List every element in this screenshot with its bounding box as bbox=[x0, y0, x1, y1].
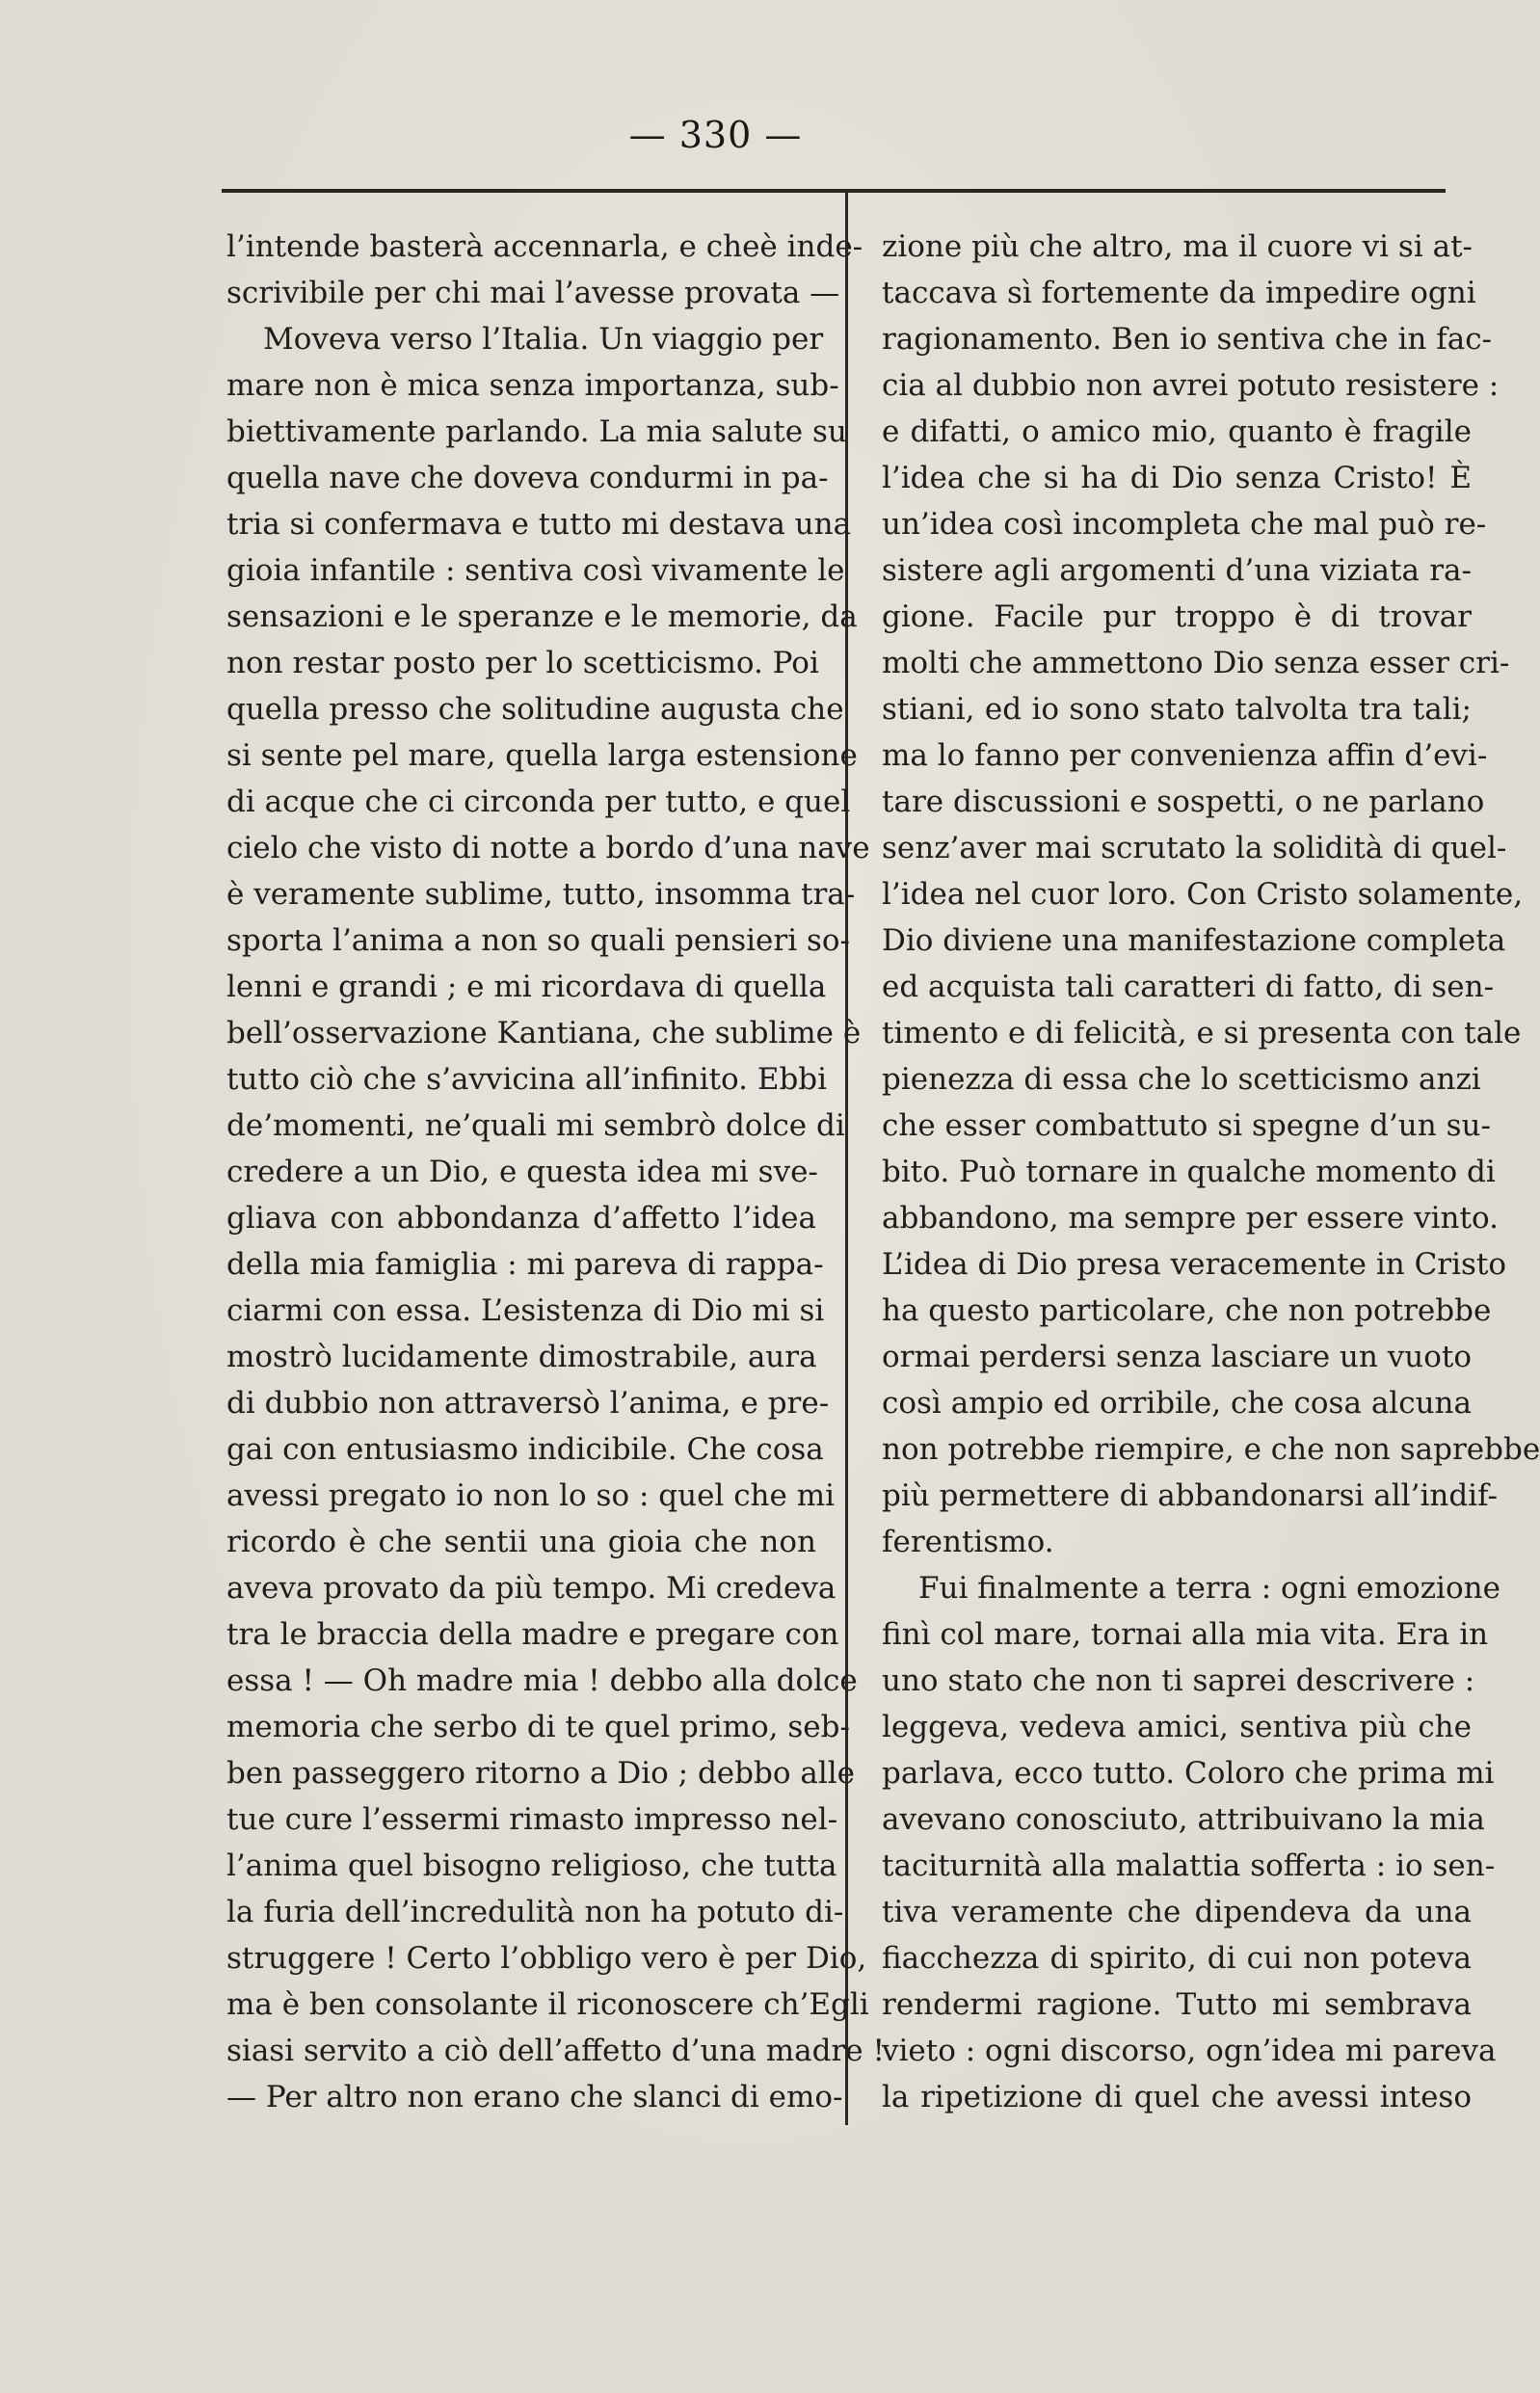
text-line: cielo che visto di notte a bordo d’una nave bbox=[226, 831, 870, 865]
text-line: tiva veramente che dipendeva da una bbox=[882, 1895, 1472, 1929]
text-line: l’idea nel cuor loro. Con Cristo solamente, bbox=[882, 877, 1524, 912]
text-line: ed acquista tali caratteri di fatto, di sen- bbox=[882, 970, 1495, 1004]
text-line: uno stato che non ti saprei descrivere : bbox=[882, 1663, 1475, 1698]
text-line: memoria che serbo di te quel primo, seb- bbox=[226, 1710, 850, 1744]
text-line: tra le braccia della madre e pregare con bbox=[226, 1617, 839, 1652]
right-column bbox=[882, 224, 1540, 2120]
text-line: tare discussioni e sospetti, o ne parlano bbox=[882, 784, 1485, 819]
text-line: leggeva, vedeva amici, sentiva più che bbox=[882, 1710, 1472, 1744]
text-line: lenni e grandi ; e mi ricordava di quella bbox=[226, 970, 827, 1004]
text-line: biettivamente parlando. La mia salute su bbox=[226, 414, 847, 449]
text-line: ben passeggero ritorno a Dio ; debbo alle bbox=[226, 1756, 855, 1791]
text-line: quella nave che doveva condurmi in pa- bbox=[226, 461, 829, 495]
text-line: struggere ! Certo l’obbligo vero è per Dio, bbox=[226, 1941, 867, 1976]
text-line: ormai perdersi senza lasciare un vuoto bbox=[882, 1340, 1472, 1374]
text-line: timento e di felicità, e si presenta con tale bbox=[882, 1016, 1522, 1050]
left-column bbox=[226, 224, 885, 2120]
text-line: de’momenti, ne’quali mi sembrò dolce di bbox=[226, 1108, 845, 1143]
text-line: e difatti, o amico mio, quanto è fragile bbox=[882, 414, 1472, 449]
text-line: gione. Facile pur troppo è di trovar bbox=[882, 599, 1472, 634]
text-line: tue cure l’essermi rimasto impresso nel- bbox=[226, 1802, 838, 1837]
column-divider bbox=[845, 191, 848, 2125]
text-line: di acque che ci circonda per tutto, e quel bbox=[226, 784, 851, 819]
text-line: essa ! — Oh madre mia ! debbo alla dolce bbox=[226, 1663, 858, 1698]
text-line: ferentismo. bbox=[882, 1525, 1054, 1559]
text-line: è veramente sublime, tutto, insomma tra- bbox=[226, 877, 856, 912]
text-line: più permettere di abbandonarsi all’indif- bbox=[882, 1478, 1498, 1513]
text-line: pienezza di essa che lo scetticismo anzi bbox=[882, 1062, 1481, 1097]
text-line: ma è ben consolante il riconoscere ch’Egli bbox=[226, 1987, 869, 2022]
text-line: sporta l’anima a non so quali pensieri so- bbox=[226, 923, 851, 958]
text-line: senz’aver mai scrutato la solidità di quel- bbox=[882, 831, 1507, 865]
text-line: che esser combattuto si spegne d’un su- bbox=[882, 1108, 1491, 1143]
text-line: mostrò lucidamente dimostrabile, aura bbox=[226, 1340, 817, 1374]
text-line: aveva provato da più tempo. Mi credeva bbox=[226, 1571, 836, 1606]
text-line: si sente pel mare, quella larga estensione bbox=[226, 738, 858, 773]
text-line: fiacchezza di spirito, di cui non poteva bbox=[882, 1941, 1472, 1976]
text-line: tria si confermava e tutto mi destava una bbox=[226, 507, 852, 542]
text-line: L’idea di Dio presa veracemente in Cristo bbox=[882, 1247, 1507, 1282]
header-rule bbox=[222, 189, 1446, 193]
text-line: vieto : ogni discorso, ogn’idea mi pareva bbox=[882, 2034, 1497, 2068]
text-line: non potrebbe riempire, e che non saprebbe bbox=[882, 1432, 1540, 1467]
page-number: — 330 — bbox=[628, 114, 803, 156]
text-line: quella presso che solitudine augusta che bbox=[226, 692, 844, 727]
text-line: Moveva verso l’Italia. Un viaggio per bbox=[263, 322, 824, 357]
text-line: la furia dell’incredulità non ha potuto di- bbox=[226, 1895, 844, 1929]
text-line: avessi pregato io non lo so : quel che mi bbox=[226, 1478, 836, 1513]
text-line: — Per altro non erano che slanci di emo- bbox=[226, 2080, 843, 2114]
text-line: l’intende basterà accennarla, e cheè inde- bbox=[226, 229, 863, 264]
text-line: parlava, ecco tutto. Coloro che prima mi bbox=[882, 1756, 1495, 1791]
text-line: molti che ammettono Dio senza esser cri- bbox=[882, 646, 1510, 680]
text-line: bito. Può tornare in qualche momento di bbox=[882, 1155, 1496, 1189]
text-line: bell’osservazione Kantiana, che sublime è bbox=[226, 1016, 862, 1050]
text-line: ricordo è che sentii una gioia che non bbox=[226, 1525, 816, 1559]
text-line: l’idea che si ha di Dio senza Cristo! È bbox=[882, 461, 1472, 495]
text-line: ciarmi con essa. L’esistenza di Dio mi si bbox=[226, 1293, 825, 1328]
text-line: della mia famiglia : mi pareva di rappa- bbox=[226, 1247, 824, 1282]
text-line: abbandono, ma sempre per essere vinto. bbox=[882, 1201, 1499, 1236]
text-line: Dio diviene una manifestazione completa bbox=[882, 923, 1506, 958]
text-line: stiani, ed io sono stato talvolta tra tali; bbox=[882, 692, 1472, 727]
text-line: Fui finalmente a terra : ogni emozione bbox=[918, 1571, 1500, 1606]
text-line: ragionamento. Ben io sentiva che in fac- bbox=[882, 322, 1493, 357]
text-line: tutto ciò che s’avvicina all’infinito. Ebbi bbox=[226, 1062, 828, 1097]
text-line: siasi servito a ciò dell’affetto d’una madre ! bbox=[226, 2034, 885, 2068]
text-line: non restar posto per lo scetticismo. Poi bbox=[226, 646, 819, 680]
text-line: così ampio ed orribile, che cosa alcuna bbox=[882, 1386, 1472, 1421]
text-line: sensazioni e le speranze e le memorie, da bbox=[226, 599, 858, 634]
text-line: taciturnità alla malattia sofferta : io sen- bbox=[882, 1848, 1496, 1883]
text-line: la ripetizione di quel che avessi inteso bbox=[882, 2080, 1472, 2114]
text-line: rendermi ragione. Tutto mi sembrava bbox=[882, 1987, 1472, 2022]
text-line: ma lo fanno per convenienza affin d’evi- bbox=[882, 738, 1488, 773]
text-line: l’anima quel bisogno religioso, che tutta bbox=[226, 1848, 837, 1883]
text-line: taccava sì fortemente da impedire ogni bbox=[882, 276, 1476, 310]
text-line: mare non è mica senza importanza, sub- bbox=[226, 368, 839, 403]
text-line: credere a un Dio, e questa idea mi sve- bbox=[226, 1155, 818, 1189]
text-line: un’idea così incompleta che mal può re- bbox=[882, 507, 1487, 542]
text-line: gai con entusiasmo indicibile. Che cosa bbox=[226, 1432, 824, 1467]
text-line: ha questo particolare, che non potrebbe bbox=[882, 1293, 1492, 1328]
text-line: scrivibile per chi mai l’avesse provata — bbox=[226, 276, 840, 310]
text-line: gioia infantile : sentiva così vivamente le bbox=[226, 553, 845, 588]
text-line: avevano conosciuto, attribuivano la mia bbox=[882, 1802, 1485, 1837]
text-line: gliava con abbondanza d’affetto l’idea bbox=[226, 1201, 816, 1236]
text-line: finì col mare, tornai alla mia vita. Era in bbox=[882, 1617, 1489, 1652]
text-line: di dubbio non attraversò l’anima, e pre- bbox=[226, 1386, 830, 1421]
text-line: cia al dubbio non avrei potuto resistere : bbox=[882, 368, 1500, 403]
text-line: zione più che altro, ma il cuore vi si at- bbox=[882, 229, 1474, 264]
text-line: sistere agli argomenti d’una viziata ra- bbox=[882, 553, 1472, 588]
